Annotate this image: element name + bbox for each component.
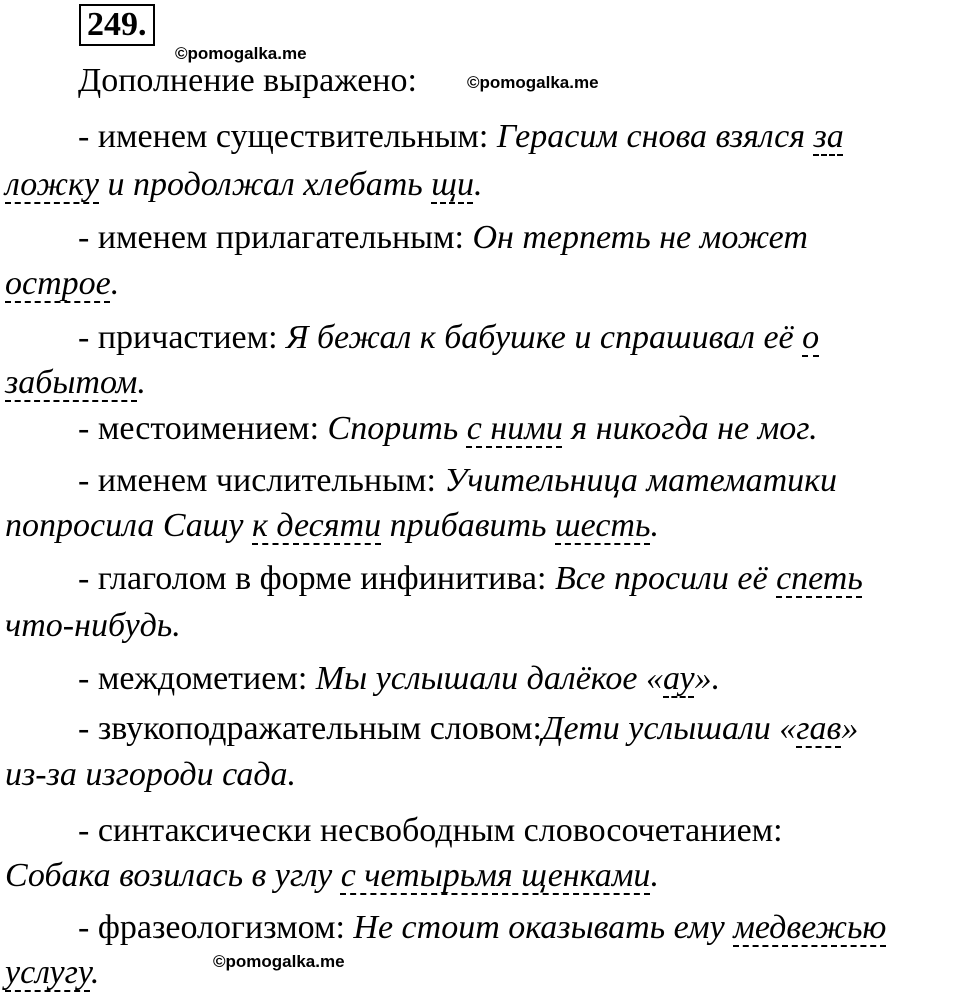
example-text: я никогда не мог. xyxy=(562,410,818,447)
item-label: - междометием: xyxy=(78,660,316,697)
example-text: что-нибудь. xyxy=(5,607,181,644)
object-word: о xyxy=(802,319,820,356)
object-word: гав xyxy=(796,710,842,747)
item-line xyxy=(5,905,960,951)
item-label: - именем существительным: xyxy=(78,118,497,155)
object-word: шесть xyxy=(555,507,651,544)
object-word: услугу xyxy=(5,954,91,991)
example-text: . xyxy=(137,364,146,401)
item-line-continued xyxy=(5,503,960,549)
item-line xyxy=(5,458,960,504)
item-line xyxy=(5,808,960,854)
item-line-continued xyxy=(5,853,960,899)
example-text: Он терпеть не может xyxy=(472,219,808,256)
item-label: - причастием: xyxy=(78,319,287,356)
example-text: Все просили её xyxy=(554,560,777,597)
item-line xyxy=(5,315,960,361)
item-line xyxy=(5,114,960,160)
watermark: ©pomogalka.me xyxy=(213,952,345,971)
object-word: забытом xyxy=(5,364,138,401)
object-word: к десяти xyxy=(252,507,382,544)
item-line-continued xyxy=(5,162,960,208)
item-label: - именем числительным: xyxy=(78,462,445,499)
exercise-number: 249. xyxy=(79,4,155,46)
object-word: с четырьмя щенками xyxy=(340,857,651,894)
example-text: . xyxy=(650,857,659,894)
item-line-continued xyxy=(5,603,960,649)
example-text: и продолжал хлебать xyxy=(99,166,432,203)
object-word: за xyxy=(813,118,844,155)
item-line-continued xyxy=(5,950,960,996)
item-line-continued xyxy=(5,360,960,406)
item-label: - местоимением: xyxy=(78,410,328,447)
example-text: из-за изгороди сада. xyxy=(5,756,297,793)
example-text: Герасим снова взялся xyxy=(496,118,814,155)
example-text: ». xyxy=(694,660,721,697)
item-line xyxy=(5,706,960,752)
item-label: - глаголом в форме инфинитива: xyxy=(78,560,555,597)
example-text: Дети услышали « xyxy=(541,710,797,747)
item-line xyxy=(5,215,960,261)
object-word: медвежью xyxy=(733,909,887,946)
object-word: ау xyxy=(663,660,695,697)
example-text: Я бежал к бабушке и спрашивал её xyxy=(286,319,803,356)
example-text: Спорить xyxy=(327,410,467,447)
item-label: - синтаксически несвободным словосочетанием: xyxy=(78,812,783,849)
object-word: ложку xyxy=(5,166,100,203)
example-text: попросила Сашу xyxy=(5,507,252,544)
watermark: ©pomogalka.me xyxy=(175,44,307,63)
example-text: прибавить xyxy=(381,507,556,544)
example-text: Мы услышали далёкое « xyxy=(315,660,663,697)
example-text: . xyxy=(90,954,100,991)
watermark: ©pomogalka.me xyxy=(467,73,599,92)
item-line xyxy=(5,406,960,452)
example-text: Не стоит оказывать ему xyxy=(353,909,734,946)
intro-line: Дополнение выражено: xyxy=(78,62,417,99)
item-label: - фразеологизмом: xyxy=(78,909,354,946)
item-label: - именем прилагательным: xyxy=(78,219,473,256)
example-text: Учительница математики xyxy=(444,462,838,499)
example-text: . xyxy=(473,166,483,203)
example-text: . xyxy=(650,507,659,544)
object-word: спеть xyxy=(776,560,863,597)
example-text: Собака возилась в углу xyxy=(5,857,341,894)
item-line-continued xyxy=(5,752,960,798)
example-text: » xyxy=(841,710,859,747)
item-line xyxy=(5,656,960,702)
object-word: острое xyxy=(5,265,111,302)
object-word: щи xyxy=(431,166,474,203)
object-word: с ними xyxy=(466,410,563,447)
example-text: . xyxy=(110,265,120,302)
item-line xyxy=(5,556,960,602)
item-label: - звукоподражательным словом: xyxy=(78,710,542,747)
item-line-continued xyxy=(5,261,960,307)
